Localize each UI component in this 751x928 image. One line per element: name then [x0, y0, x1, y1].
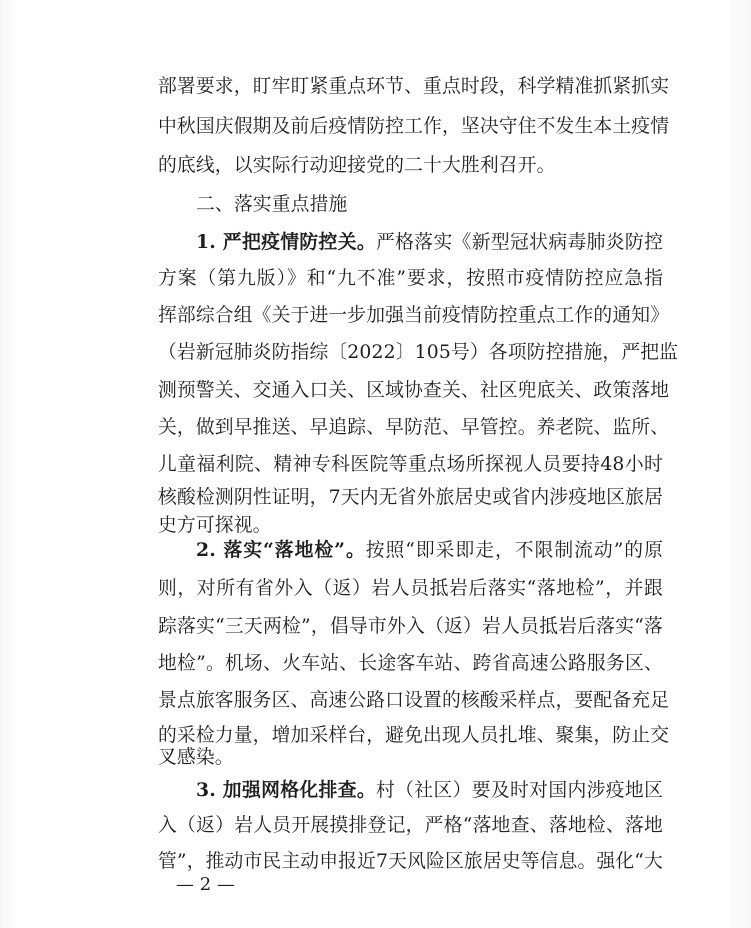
item-1-first-line-text: 严格落实《新型冠状病毒肺炎防控	[376, 232, 664, 253]
text-line: 中秋国庆假期及前后疫情防控工作，坚决守住不发生本土疫情	[158, 116, 670, 137]
item-3-first-line	[196, 777, 663, 803]
page-number: — 2 —	[176, 874, 235, 895]
text-line: 地检”。机场、火车站、长途客车站、跨省高速公路服务区、	[158, 653, 663, 674]
text-line: 关，做到早推送、早追踪、早防范、早管控。养老院、监所、	[158, 417, 670, 438]
item-1-first-line	[196, 229, 663, 255]
text-line: 儿童福利院、精神专科医院等重点场所探视人员要持48小时	[158, 454, 663, 475]
item-1-heading: 1. 严把疫情防控关。	[196, 231, 376, 253]
text-line: 的底线，以实际行动迎接党的二十大胜利召开。	[158, 155, 556, 176]
text-line: 景点旅客服务区、高速公路口设置的核酸采样点，要配备充足	[158, 690, 670, 711]
text-line: （岩新冠肺炎防指综〔2022〕105号）各项防控措施，严把监	[158, 342, 679, 363]
text-line: 踪落实“三天两检”，倡导市外入（返）岩人员抵岩后落实“落	[158, 616, 663, 637]
text-line: 则，对所有省外入（返）岩人员抵岩后落实“落地检”，并跟	[158, 578, 663, 599]
text-line: 的采检力量，增加采样台，避免出现人员扎堆、聚集，防止交	[158, 725, 670, 746]
item-2-heading: 2. 落实“落地检”。	[196, 539, 366, 561]
text-line: 史方可探视。	[158, 515, 272, 536]
item-3-heading: 3. 加强网格化排查。	[196, 779, 376, 801]
item-2-first-line	[196, 537, 663, 563]
text-line: 管”，推动市民主动申报近7天风险区旅居史等信息。强化“大	[158, 851, 663, 872]
item-3-first-line-text: 村（社区）要及时对国内涉疫地区	[376, 780, 664, 801]
text-line: 挥部综合组《关于进一步加强当前疫情防控重点工作的通知》	[158, 305, 670, 326]
section-heading: 二、落实重点措施	[196, 194, 348, 215]
text-line: 叉感染。	[158, 747, 234, 768]
text-line: 核酸检测阴性证明，7天内无省外旅居史或省内涉疫地区旅居	[158, 487, 663, 508]
text-line: 测预警关、交通入口关、区域协查关、社区兜底关、政策落地	[158, 380, 670, 401]
text-line: 部署要求，盯牢盯紧重点环节、重点时段，科学精准抓紧抓实	[158, 76, 670, 97]
text-line: 入（返）岩人员开展摸排登记，严格“落地查、落地检、落地	[158, 815, 663, 836]
item-2-first-line-text: 按照“即采即走，不限制流动”的原	[365, 540, 663, 561]
text-line: 方案（第九版）》和“九不准”要求，按照市疫情防控应急指	[158, 268, 663, 289]
